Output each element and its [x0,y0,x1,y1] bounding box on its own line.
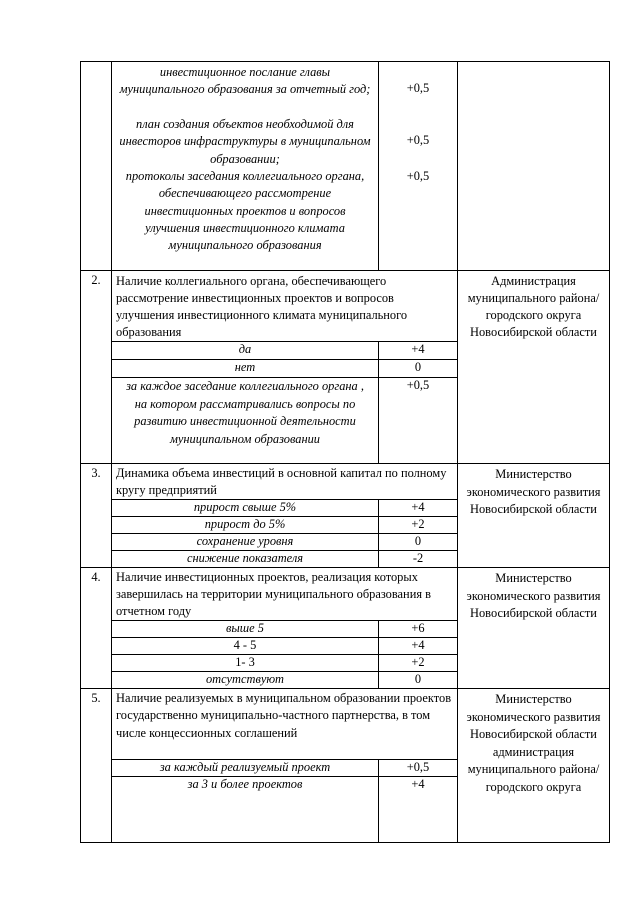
option-label: отсутствуют [112,672,379,689]
criterion-text: Динамика объема инвестиций в основной капитал по полному кругу предприятий [112,464,458,500]
option-label-group [112,62,379,271]
responsible-cell: Администрация муниципального района/городского округа Новосибирской области [458,271,610,464]
option-points: +6 [379,621,458,638]
row-number [81,62,112,271]
option-points: +4 [379,500,458,517]
option-label: нет [112,360,379,378]
responsible-cell: Министерство экономического развития Новосибирской области [458,568,610,689]
option-label: за 3 и более проектов [112,777,379,843]
option-points: +0,5 [406,133,430,147]
responsible-cell: Министерство экономического развития Новосибирской области администрация муниципального района/городского округа [458,689,610,843]
option-points: +0,5 [406,169,430,183]
option-label: да [112,342,379,360]
criterion-text: Наличие коллегиального органа, обеспечивающего рассмотрение инвестиционных проектов и вопросов улучшения инвестиционного климата муниципального образования [112,271,458,342]
option-label: 4 - 5 [112,638,379,655]
option-label: за каждый реализуемый проект [112,760,379,777]
responsible-cell: Министерство экономического развития Новосибирской области [458,464,610,568]
option-label: снижение показателя [112,551,379,568]
row-number: 2. [81,271,112,464]
row-number: 3. [81,464,112,568]
row-number: 4. [81,568,112,689]
table-row [81,271,610,342]
criteria-table [80,61,610,843]
table-row [81,568,610,621]
option-label: прирост до 5% [112,517,379,534]
option-label: за каждое заседание коллегиального органа , на котором рассматривались вопросы по развитию инвестиционной деятельности муниципальном образовании [112,378,379,464]
option-label: 1- 3 [112,655,379,672]
option-points: +0,5 [379,378,458,464]
option-points: 0 [379,672,458,689]
table-row [81,62,610,271]
option-label: прирост свыше 5% [112,500,379,517]
option-label: план создания объектов необходимой для инвесторов инфраструктуры в муниципальном образовании; [119,117,371,166]
criterion-text: Наличие реализуемых в муниципальном образовании проектов государственно муниципально-частного партнерства, в том числе концессионных соглашений [112,689,458,760]
option-points: -2 [379,551,458,568]
option-points: +4 [379,342,458,360]
option-points: +2 [379,655,458,672]
option-points: 0 [379,360,458,378]
criterion-text: Наличие инвестиционных проектов, реализация которых завершилась на территории муниципального образования в отчетном году [112,568,458,621]
option-points-group [379,62,458,271]
option-label: инвестиционное послание главы муниципального образования за отчетный год; [119,65,371,97]
option-points: +4 [379,638,458,655]
option-points: +2 [379,517,458,534]
responsible-cell [458,62,610,271]
option-points: 0 [379,534,458,551]
table-row [81,689,610,760]
option-points: +0,5 [379,760,458,777]
option-label: сохранение уровня [112,534,379,551]
option-label: выше 5 [112,621,379,638]
row-number: 5. [81,689,112,843]
option-label: протоколы заседания коллегиального органа, обеспечивающего рассмотрение инвестиционных проектов и вопросов улучшения инвестиционного климата муниципального образования [125,169,365,253]
option-points: +0,5 [406,81,430,95]
table-row [81,464,610,500]
option-points: +4 [379,777,458,843]
